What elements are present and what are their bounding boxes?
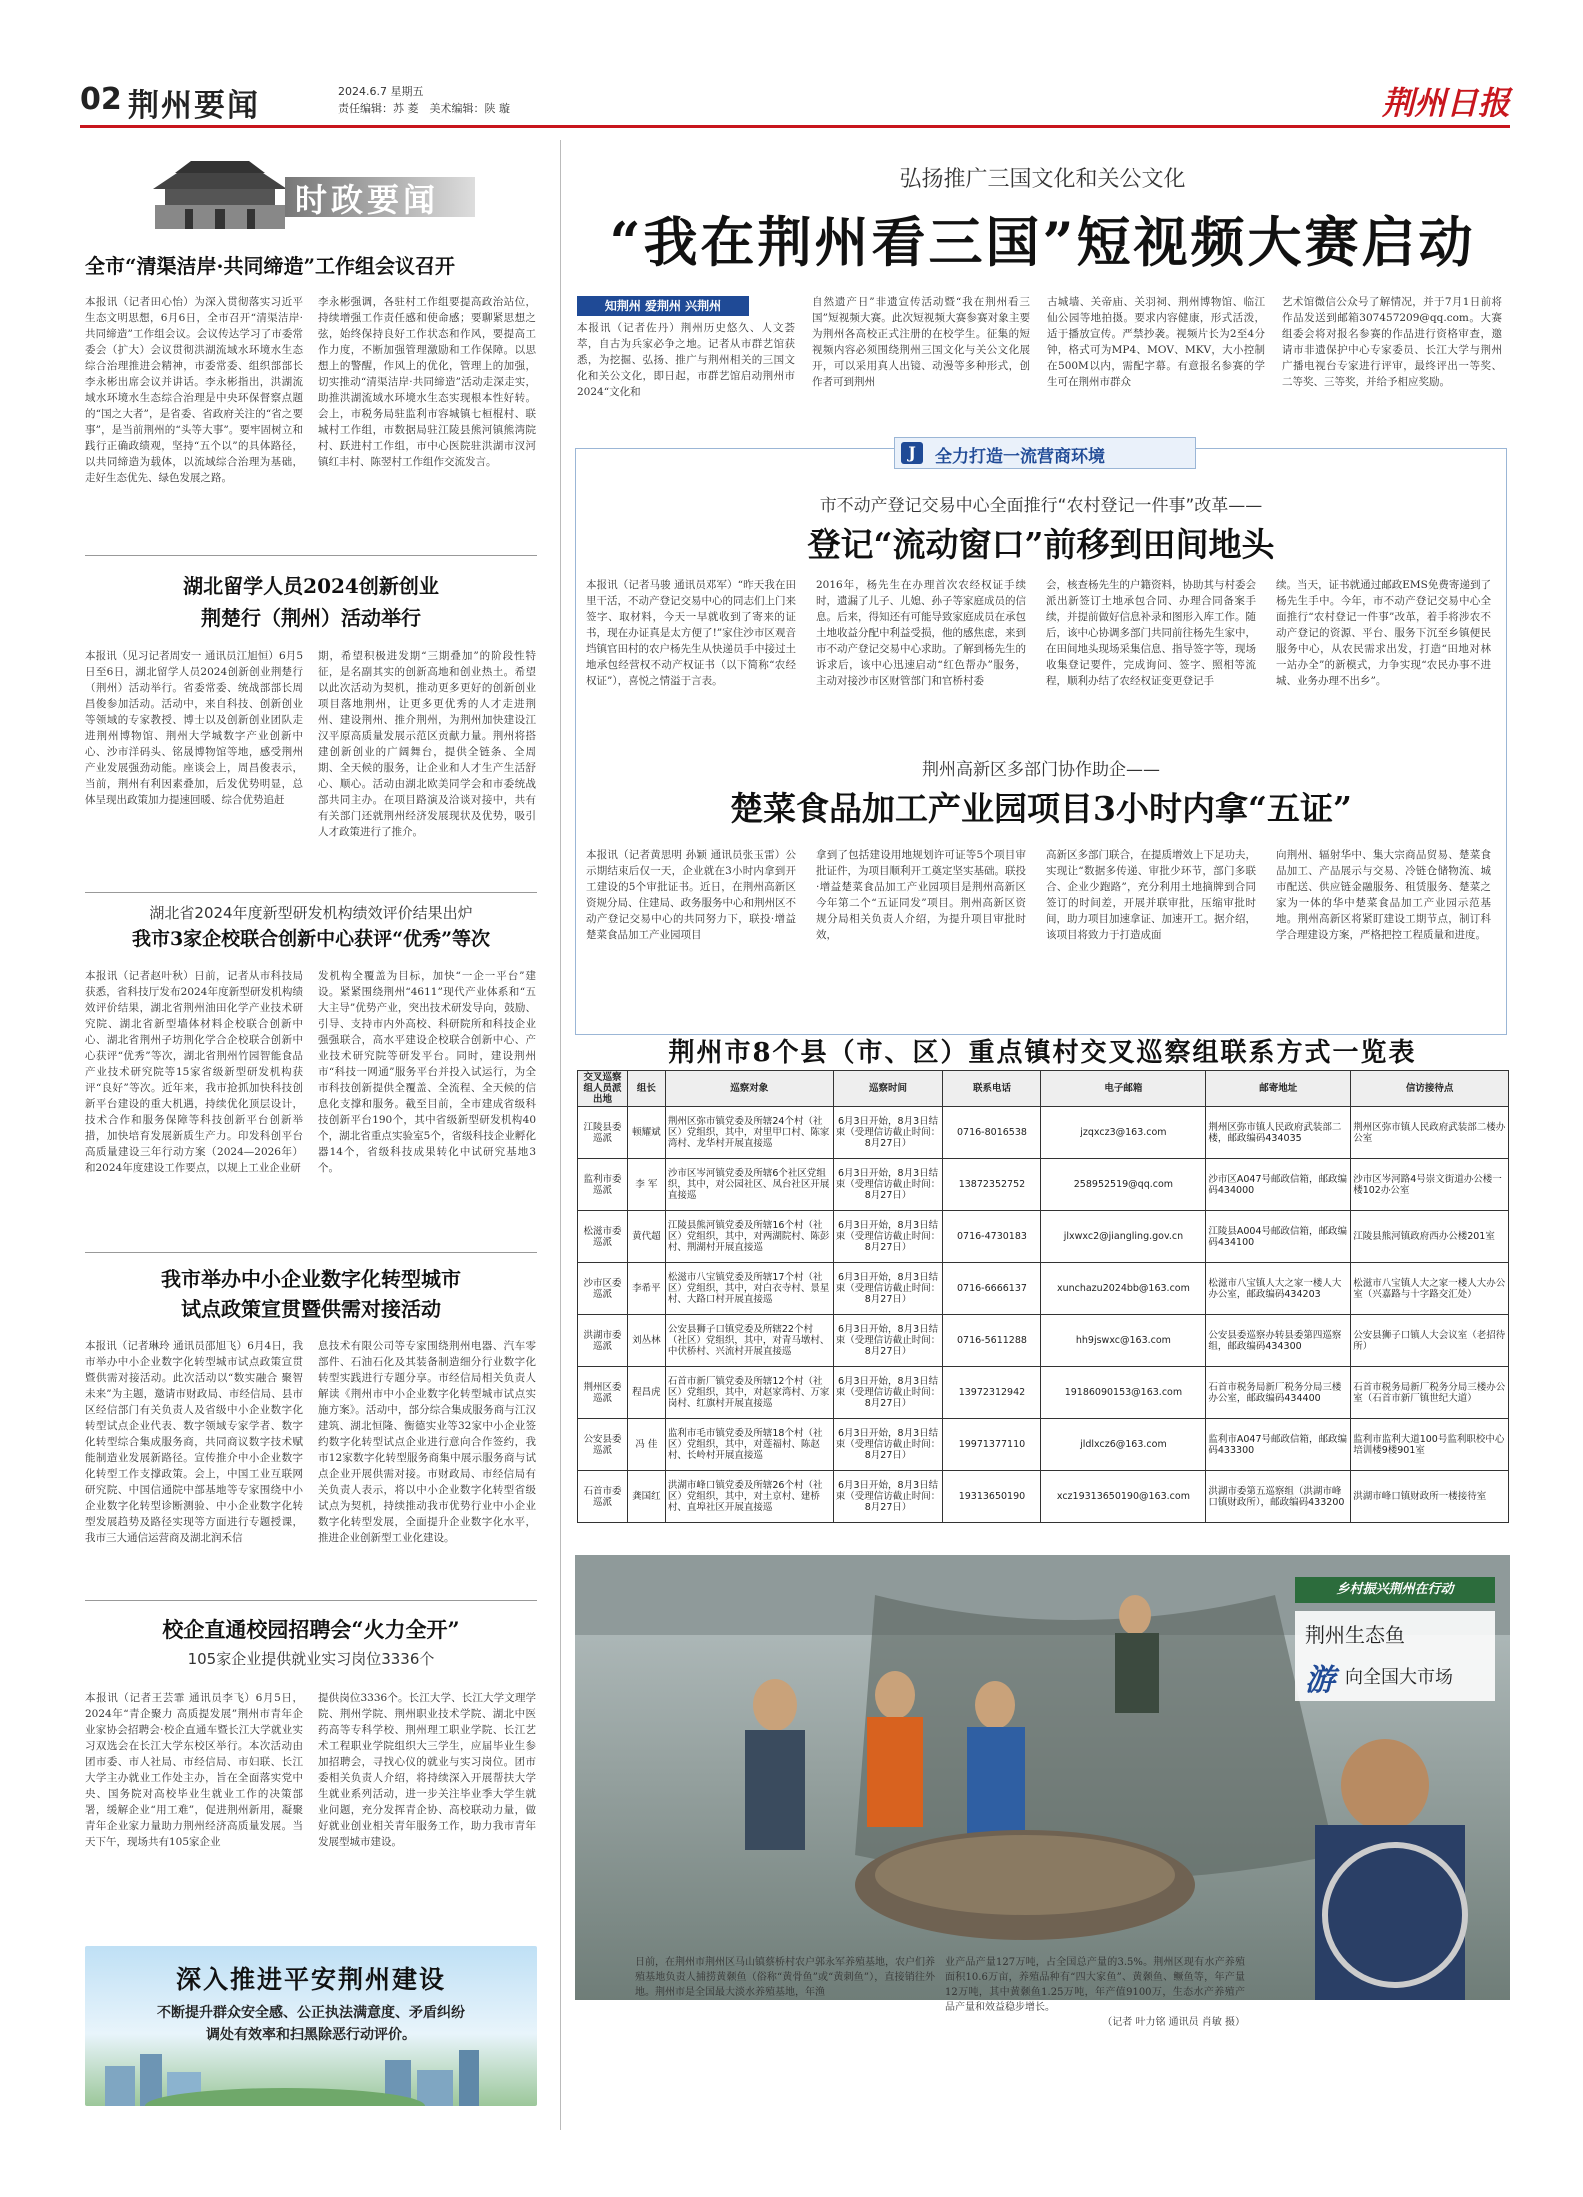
table-cell: 冯 佳	[627, 1419, 665, 1471]
section-banner-label: 时政要闻	[295, 181, 440, 219]
table-header-cell: 巡察时间	[833, 1071, 943, 1107]
table-cell: 程昌虎	[627, 1367, 665, 1419]
divider	[85, 1252, 537, 1253]
table-cell: 6月3日开始，8月3日结束（受理信访截止时间：8月27日）	[833, 1471, 943, 1523]
section-banner-text: 全力打造一流营商环境	[935, 447, 1105, 467]
tour-table-wrap	[577, 1070, 1509, 1523]
top-story-col4: 艺术馆微信公众号了解情况，并于7月1日前将作品发送到邮箱307457209@qq.com。大赛组委会将对报名参赛的作品进行资格审查，邀请市非遗保护中心专家委员、长江大学与荆州广播电视台专家进行评审，最终评出一等奖、二等奖、三等奖，并给予相应奖励。	[1282, 296, 1502, 388]
article-2-title-line1: 湖北留学人员2024创新创业	[183, 574, 439, 598]
newspaper-logo: 荆州日报	[1381, 84, 1510, 122]
article-5-subtitle: 105家企业提供就业实习岗位3336个	[187, 1650, 435, 1668]
table-cell: 沙市区岑河路4号崇文街道办公楼一楼102办公室	[1351, 1159, 1509, 1211]
photo-title-line2: 向全国大市场	[1345, 1667, 1453, 1688]
top-story-kicker: 弘扬推广三国文化和关公文化	[899, 167, 1186, 192]
table-cell: 松滋市八宝镇党委及所辖17个村（社区）党组织，其中，对白衣寺村、景星村、大路口村开展直接巡	[665, 1263, 833, 1315]
article-2-title	[85, 570, 537, 634]
page-header	[80, 78, 1510, 128]
article-4-col2: 息技术有限公司等专家围绕荆州电器、汽车零部件、石油石化及其装备制造细分行业数字化转型实践进行专题分享。市经信局相关负责人解读《荆州市中小企业数字化转型城市试点实施方案》。活动中，部分综合集成服务商与江汉建筑、湖北恒隆、衡德实业等32家中小企业签约数字化转型试点企业进行意向合作签约，我市12家数字化转型服务商集中展示服务商与试点企业开展供需对接。市财政局、市经信局有关负责人表示，将以中小企业数字化转型省级试点为契机，持续推动我市优势行业中小企业数字化转型发展，全面提升企业数字化水平，推进企业创新型工业化建设。	[318, 1340, 536, 1544]
table-header-cell: 巡察对象	[665, 1071, 833, 1107]
article-3-col2: 发机构全覆盖为目标，加快“一企一平台”建设。紧紧围绕荆州“4611”现代产业体系和“五大主导”优势产业，突出技术研发导向，鼓励、引导、支持市内外高校、科研院所和科技企业强强联合，高水平建设企校联合创新中心、产业技术研究院等研发平台。同时，建设荆州市“科技一网通”服务平台并投入试运行，为全市科技创新提供全覆盖、全流程、全天候的信息化支撑和服务。截至目前，全市建成省级科技创新平台190个，其中省级新型研发机构40个，湖北省重点实验室5个，省级科技企业孵化器14个，省级科技成果转化中试研究基地3个。	[318, 970, 536, 1174]
top-story-col2: 自然遗产日”非遗宣传活动暨“我在荆州看三国”短视频大赛。此次短视频大赛参赛对象主要为荆州各高校正式注册的在校学生。征集的短视频内容必须围绕荆州三国文化与关公文化展开，可以采用真人出镜、动漫等多种形式，创作者可到荆州	[812, 296, 1030, 388]
article-1-title: 全市“清渠洁岸·共同缔造”工作组会议召开	[85, 254, 455, 278]
article-1-col2: 李永彬强调，各驻村工作组要提高政治站位，持续增强工作责任感和使命感；要聊紧思想之弦，始终保持良好工作状态和作风，要提高工作力度，不断加强管理激励和工作保障。以思想上的警醒，作风上的优化，管理上的加强，切实推动“清渠洁岸·共同缔造”活动走深走实，助推洪湖流域水环境水生态实现根本性好转。会上，市税务局驻监利市容城镇七桓棍村、联城村工作组，市数据局驻江陵县熊河镇熊湾院村、跃进村工作组，市中心医院驻洪湖市汊河镇红丰村、陈翌村工作组作交流发言。	[318, 296, 536, 468]
pavilion-icon	[145, 155, 295, 233]
table-title: 荆州市8个县（市、区）重点镇村交叉巡察组联系方式一览表	[668, 1038, 1417, 1068]
table-cell: 沙市区委巡派	[578, 1263, 628, 1315]
table-cell: 公安县委巡察办转县委第四巡察组，邮政编码434300	[1206, 1315, 1351, 1367]
article-5-col1: 本报讯（记者王芸霏 通讯员李飞）6月5日，2024年“青企聚力 高质提发展”荆州市青年企业家协会招聘会·校企直通车暨长江大学就业实习双选会在长江大学东校区举行。本次活动由团市委、市人社局、市经信局、市妇联、长江大学主办就业工作处主办，旨在全面落实党中央、国务院对高校毕业生就业工作的决策部署，缓解企业“用工难”，促进荆州新用，凝聚青年企业家力量助力荆州经济高质量发展。当天下午，现场共有105家企业	[85, 1692, 303, 1848]
table-cell: 江陵县熊河镇政府西办公楼201室	[1351, 1211, 1509, 1263]
table-cell: 洪湖市峰口镇财政所一楼接待室	[1351, 1471, 1509, 1523]
photo-title-line1: 荆州生态鱼	[1305, 1623, 1405, 1647]
table-cell: 龚国红	[627, 1471, 665, 1523]
article-2-title-line2: 荆楚行（荆州）活动举行	[201, 606, 421, 630]
section-banner-box	[894, 437, 1196, 469]
s2-col3: 高新区多部门联合，在提质增效上下足功夫，实现让“数据多传递、审批少环节，部门多联合、企业少跑路”，充分利用土地摘牌到合同签订的时间差，开展并联审批，压缩审批时间，助力项目加速拿证、加速开工。据介绍，该项目将致力于打造成面	[1046, 849, 1256, 941]
article-4-title-line2: 试点政策宣贯暨供需对接活动	[181, 1297, 441, 1321]
table-header-cell: 组长	[627, 1071, 665, 1107]
s1-col3: 会，核查杨先生的户籍资料，协助其与村委会派出新签订土地承包合同、办理合同备案手续，并提前做好信息补录和图形入库工作。随后，该中心协调多部门共同前往杨先生家中，在田间地头现场采集信息、指导签字等，现场收集登记要件，完成询问、签字、照相等流程，顺利办结了农经权证变更登记手	[1046, 579, 1256, 687]
issue-date: 2024.6.7 星期五	[338, 85, 424, 98]
table-cell: 荆州区弥市镇人民政府武装部二楼办公室	[1351, 1107, 1509, 1159]
table-cell: 6月3日开始，8月3日结束（受理信访截止时间：8月27日）	[833, 1107, 943, 1159]
table-row	[578, 1107, 1509, 1159]
table-cell: 荆州区弥市镇人民政府武装部二楼，邮政编码434035	[1206, 1107, 1351, 1159]
table-cell: 0716-6666137	[943, 1263, 1041, 1315]
table-row	[578, 1315, 1509, 1367]
s2-title: 楚菜食品加工产业园项目3小时内拿“五证”	[730, 789, 1352, 828]
s1-col4: 续。当天，证书就通过邮政EMS免费寄递到了杨先生手中。今年，市不动产登记交易中心全面推行“农村登记一件事”改革，着手将涉农不动产登记的资源、平台、服务下沉至乡镇便民服务中心，从农民需求出发，打造“田地对林一站办全”的新模式，力争实现“农民办事不进城、业务办理不出乡”。	[1276, 579, 1491, 687]
table-cell: hh9jswxc@163.com	[1041, 1315, 1206, 1367]
table-cell: 6月3日开始，8月3日结束（受理信访截止时间：8月27日）	[833, 1211, 943, 1263]
table-cell: 松滋市委巡派	[578, 1211, 628, 1263]
table-cell: 黄代超	[627, 1211, 665, 1263]
table-cell: 监利市委巡派	[578, 1159, 628, 1211]
table-cell: 6月3日开始，8月3日结束（受理信访截止时间：8月27日）	[833, 1263, 943, 1315]
divider	[85, 1600, 537, 1601]
table-cell: 公安县狮子口镇党委及所辖22个村（社区）党组织，其中，对青马墩村、中伏桥村、兴流村开展直接巡	[665, 1315, 833, 1367]
s2-col2: 拿到了包括建设用地规划许可证等5个项目审批证件，为项目顺利开工奠定坚实基础。联投·增益楚菜食品加工产业园项目是荆州高新区今年第二个“五证同发”项目。荆州高新区资规分局相关负责人介绍，为提升项目审批时效，	[816, 849, 1026, 941]
promo-line-2: 调处有效率和扫黑除恶行动评价。	[206, 2027, 416, 2043]
table-cell: 沙市区岑河镇党委及所辖6个社区党组织，其中，对公园社区、凤台社区开展直接巡	[665, 1159, 833, 1211]
divider	[85, 555, 537, 556]
table-header-cell: 信访接待点	[1351, 1071, 1509, 1107]
article-3-col1: 本报讯（记者赵叶秋）日前，记者从市科技局获悉，省科技厅发布2024年度新型研发机构绩效评价结果，湖北省荆州油田化学产业技术研究院、湖北省新型墙体材料企校联合创新中心、湖北省荆州子坊荆化学合企校联合创新中心获评“优秀”等次，湖北省荆州竹园智能食品产业技术研究院等15家省级新型研发机构获评“良好”等次。近年来，我市抢抓加快科技创新平台建设的重大机遇，持续优化顶层设计，技术合作和服务保障等科技创新平台创新举措，加快培育发展新质生产力。印发科创平台高质量建设三年行动方案（2024—2026年）和2024年度建设工作要点，以规上工业企业研	[85, 970, 303, 1174]
s2-col4: 向荆州、辐射华中、集大宗商品贸易、楚菜食品加工、产品展示与交易、冷链仓储物流、城市配送、供应链金融服务、租赁服务、楚菜之家为一体的华中楚菜食品加工产业园示范基地。荆州高新区将紧盯建设工期节点，制订科学合理建设方案，严格把控工程质量和进度。	[1276, 849, 1491, 941]
table-cell: 19971377110	[943, 1419, 1041, 1471]
table-cell: 13972312942	[943, 1367, 1041, 1419]
article-1-col1: 本报讯（记者田心怡）为深入贯彻落实习近平生态文明思想，6月6日，全市召开“清渠洁岸·共同缔造”工作组会议。会议传达学习了市委常委会（扩大）会议贯彻洪湖流域水环境水生态综合治理推进会精神，市委常委、组织部部长李永彬出席会议并讲话。李永彬指出，洪湖流域水环境水生态综合治理是中央环保督察点题的“国之大者”，是省委、省政府关注的“省之要事”，是当前荆州的“头等大事”。要牢固树立和践行正确政绩观，坚持“五个以”的具体路径，以共同缔造为载体，以流域综合治理为基础，走好生态优先、绿色发展之路。	[85, 296, 303, 484]
table-cell: jlxwxc2@jiangling.gov.cn	[1041, 1211, 1206, 1263]
editor-credits: 责任编辑：苏 菱 美术编辑：陕 璇	[338, 102, 510, 115]
top-story-tag: 知荆州 爱荆州 兴荆州	[577, 296, 749, 316]
table-cell: 13872352752	[943, 1159, 1041, 1211]
table-cell: 监利市A047号邮政信箱，邮政编码433300	[1206, 1419, 1351, 1471]
table-cell: 监利市毛市镇党委及所辖18个村（社区）党组织，其中，对莲福村、陈赵村、长岭村开展直接巡	[665, 1419, 833, 1471]
table-cell: 0716-8016538	[943, 1107, 1041, 1159]
promo-line-1: 不断提升群众安全感、公正执法满意度、矛盾纠纷	[157, 2005, 465, 2021]
s1-col1: 本报讯（记者马骏 通讯员邓军）“昨天我在田里干活，不动产登记交易中心的同志们上门来签字、取材料，今天一早就收到了寄来的证书，现在办证真是太方便了!”家住沙市区观音垱镇官田村的农户杨先生从快递员手中接过土地承包经营权不动产权证书（以下简称“农经权证”），喜悦之情溢于言表。	[586, 579, 796, 687]
photo-title-box	[1295, 1611, 1495, 1701]
article-4-col1: 本报讯（记者琳玲 通讯员邵旭飞）6月4日，我市举办中小企业数字化转型城市试点政策宣贯暨供需对接活动。此次活动以“数实融合 聚智未来”为主题，邀请市财政局、市经信局、县市区经信部门有关负责人及省级中小企业数字化转型试点企业代表、数字领域专家学者、数字化转型综合集成服务商，共同商议数字技术赋能制造业发展新路径。宣传推介中小企业数字化转型工作支撑政策。会上，中国工业互联网研究院、中国信通院中部基地等专家围绕中小企业数字化转型诊断测验、中小企业数字化转型发展趋势及路径实现等方面进行专题授课，我市三大通信运营商及湖北润禾信	[85, 1340, 303, 1544]
table-cell: 洪湖市峰口镇党委及所辖26个村（社区）党组织，其中，对土京村、建桥村、直埠社区开展直接巡	[665, 1471, 833, 1523]
table-cell: 李希平	[627, 1263, 665, 1315]
section-title: 荆州要闻	[128, 88, 260, 124]
table-cell: 石首市税务局新厂税务分局三楼办公室，邮政编码434400	[1206, 1367, 1351, 1419]
table-cell: 6月3日开始，8月3日结束（受理信访截止时间：8月27日）	[833, 1367, 943, 1419]
article-2-col2: 期，希望积极进发期“三期叠加”的阶段性特征，是名副其实的创新高地和创业热土。希望以此次活动为契机，推动更多更好的创新创业项目落地荆州，让更多更优秀的人才走进荆州、建设荆州、推介荆州，为荆州加快建设江汉平原高质量发展示范区贡献力量。荆州将搭建创新创业的广阔舞台，提供全链条、全周期、全天候的服务，让企业和人才生产生活舒心、顺心。活动由湖北欧美同学会和市委统战部共同主办。在项目路演及洽谈对接中，共有有关部门还就荆州经济发展现状及优势，吸引人才政策进行了推介。	[318, 650, 536, 838]
photo-title-emphasis: 游	[1305, 1663, 1335, 1698]
table-cell: jldlxcz6@163.com	[1041, 1419, 1206, 1471]
table-cell: 松滋市八宝镇人大之家一楼人大办公室（兴嘉路与十字路交汇处）	[1351, 1263, 1509, 1315]
top-story-col3: 古城墙、关帝庙、关羽祠、荆州博物馆、临江仙公园等地拍摄。要求内容健康，形式活泼，适于播放宣传。严禁抄袭。视频片长为2至4分钟，格式可为MP4、MOV、MKV，大小控制在500M以内，需配字幕。有意报名参赛的学生可在荆州市群众	[1047, 296, 1265, 388]
promo-title: 深入推进平安荆州建设	[175, 1965, 446, 1994]
photo-caption-2: 业产品产量127万吨，占全国总产量的3.5%。荆州区现有水产养殖面积10.6万亩，养殖品种有“四大家鱼”、黄颡鱼、鳜鱼等，年产量12万吨，其中黄颡鱼1.25万吨，年产值9100万，生态水产养殖产品产量和效益稳步增长。	[945, 1957, 1245, 2013]
table-cell: 荆州区弥市镇党委及所辖24个村（社区）党组织，其中，对里甲口村、陈家湾村、龙华村开展直接巡	[665, 1107, 833, 1159]
photo-feature	[575, 1555, 1510, 2035]
table-cell: 0716-4730183	[943, 1211, 1041, 1263]
page-number: 02	[80, 82, 122, 117]
table-cell: 洪湖市委巡派	[578, 1315, 628, 1367]
safety-promo-panel	[85, 1946, 537, 2106]
table-cell: 6月3日开始，8月3日结束（受理信访截止时间：8月27日）	[833, 1315, 943, 1367]
table-header-cell: 联系电话	[943, 1071, 1041, 1107]
s1-kicker: 市不动产登记交易中心全面推行“农村登记一件事”改革——	[819, 496, 1263, 516]
table-cell: 顿耀斌	[627, 1107, 665, 1159]
table-cell: 石首市新厂镇党委及所辖12个村（社区）党组织，其中，对赵家湾村、万家岗村、红旗村开展直接巡	[665, 1367, 833, 1419]
s2-col1: 本报讯（记者黄思明 孙颖 通讯员张玉雷）公示期结束后仅一天，企业就在3小时内拿到开工建设的5个审批证书。近日，在荆州高新区资规分局、住建局、政务服务中心和荆州区不动产登记交易中心的共同努力下，联投·增益楚菜食品加工产业园项目	[586, 849, 796, 941]
header-rule	[80, 125, 1510, 128]
article-4-title-line1: 我市举办中小企业数字化转型城市	[161, 1267, 461, 1291]
s1-col2: 2016年，杨先生在办理首次农经权证手续时，遗漏了儿子、儿媳、孙子等家庭成员的信息。后来，得知还有可能导致家庭成员在承包土地收益分配中利益受损，他的感焦虑，来到市不动产登记交易中心求助。了解到杨先生的诉求后，该中心迅速启动“红色帮办”服务，主动对接沙市区财管部门和官桥村委	[816, 579, 1026, 687]
article-2-col1: 本报讯（见习记者周安一 通讯员江旭恒）6月5日至6日，湖北留学人员2024创新创业荆楚行（荆州）活动举行。省委常委、统战部部长周昌俊参加活动。活动中，来自科技、创新创业等领域的专家教授、博士以及创新创业团队走进荆州博物馆、荆州大学城数字产业创新中心、沙市洋码头、铭晟博物馆等地，感受荆州产业发展强劲动能。座谈会上，周昌俊表示，当前，荆州有利因素叠加，后发优势明显，总体呈现出政策加力提速回暖、综合优势追赶	[85, 650, 303, 806]
table-header-cell: 电子邮箱	[1041, 1071, 1206, 1107]
table-cell: 公安县狮子口镇人大会议室（老招待所）	[1351, 1315, 1509, 1367]
inspection-contact-table	[577, 1070, 1509, 1523]
photo-tag: 乡村振兴荆州在行动	[1295, 1577, 1495, 1603]
table-cell: jzqxcz3@163.com	[1041, 1107, 1206, 1159]
table-cell: 松滋市八宝镇人大之家一楼人大办公室，邮政编码434203	[1206, 1263, 1351, 1315]
table-header-cell: 交叉巡察组人员派出地	[578, 1071, 628, 1107]
photo-caption-1: 日前，在荆州市荆州区马山镇蔡桥村农户郭永军养殖基地，农户们养殖基地负责人捕捞黄颡鱼（俗称“黄骨鱼”或“黄刺鱼”），直接销往外地。荆州市是全国最大淡水养殖基地，年渔	[635, 1957, 935, 1998]
divider	[85, 892, 537, 893]
table-row	[578, 1159, 1509, 1211]
table-cell: 江陵县委巡派	[578, 1107, 628, 1159]
article-3-title: 我市3家企校联合创新中心获评“优秀”等次	[131, 928, 491, 950]
article-4-title	[85, 1264, 537, 1324]
top-story-headline: “我在荆州看三国”短视频大赛启动	[609, 210, 1476, 274]
article-5-col2: 提供岗位3336个。长江大学、长江大学文理学院、荆州学院、荆州职业技术学院、湖北中医药高等专科学校、荆州理工职业学院、长江艺术工程职业学院组织大三学生，应届毕业生参加招聘会，寻找心仪的就业与实习岗位。团市委相关负责人介绍，将持续深入开展帮扶大学生就业系列活动，进一步关注毕业季大学生就业问题，充分发挥青企协、高校联动力量，做好就业创业相关青年服务工作，助力我市青年发展型城市建设。	[318, 1692, 536, 1848]
table-row	[578, 1367, 1509, 1419]
table-cell: 沙市区A047号邮政信箱，邮政编码434000	[1206, 1159, 1351, 1211]
table-cell: xcz19313650190@163.com	[1041, 1471, 1206, 1523]
table-cell: 石首市委巡派	[578, 1471, 628, 1523]
table-cell: 石首市税务局新厂税务分局三楼办公室（石首市新厂镇世纪大道）	[1351, 1367, 1509, 1419]
business-env-section	[575, 443, 1507, 1035]
table-cell: 李 军	[627, 1159, 665, 1211]
table-row	[578, 1419, 1509, 1471]
table-cell: 6月3日开始，8月3日结束（受理信访截止时间：8月27日）	[833, 1159, 943, 1211]
table-row	[578, 1263, 1509, 1315]
table-cell: 公安县委巡派	[578, 1419, 628, 1471]
table-cell: 19313650190	[943, 1471, 1041, 1523]
table-cell: 刘丛林	[627, 1315, 665, 1367]
table-header-cell: 邮寄地址	[1206, 1071, 1351, 1107]
table-cell: 洪湖市委第五巡察组（洪湖市峰口镇财政所），邮政编码433200	[1206, 1471, 1351, 1523]
table-row	[578, 1471, 1509, 1523]
table-cell: xunchazu2024bb@163.com	[1041, 1263, 1206, 1315]
article-3-kicker: 湖北省2024年度新型研发机构绩效评价结果出炉	[149, 904, 473, 922]
s1-title: 登记“流动窗口”前移到田间地头	[807, 525, 1275, 564]
section-banner	[145, 155, 475, 233]
table-cell: 0716-5611288	[943, 1315, 1041, 1367]
table-cell: 19186090153@163.com	[1041, 1367, 1206, 1419]
column-divider	[560, 140, 561, 2130]
badge-icon: J	[901, 442, 923, 464]
table-cell: 江陵县熊河镇党委及所辖16个村（社区）党组织，其中，对两湖院村、陈彭村、荆湖村开展直接巡	[665, 1211, 833, 1263]
table-row	[578, 1211, 1509, 1263]
s2-kicker: 荆州高新区多部门协作助企——	[922, 760, 1160, 780]
table-cell: 6月3日开始，8月3日结束（受理信访截止时间：8月27日）	[833, 1419, 943, 1471]
table-cell: 江陵县A004号邮政信箱，邮政编码434100	[1206, 1211, 1351, 1263]
article-5-title: 校企直通校园招聘会“火力全开”	[162, 1617, 460, 1642]
city-skyline-icon	[85, 2046, 537, 2106]
table-cell: 258952519@qq.com	[1041, 1159, 1206, 1211]
photo-credit: （记者 叶力铭 通讯员 肖敏 摄）	[1102, 2017, 1245, 2028]
top-story-col1: 本报讯（记者佐丹）荆州历史悠久、人文荟萃，自古为兵家必争之地。记者从市群艺馆获悉，为挖掘、弘扬、推广与荆州相关的三国文化和关公文化，即日起，市群艺馆启动荆州市2024“文化和	[577, 322, 795, 398]
table-cell: 监利市监利大道100号监利职校中心培训楼9楼901室	[1351, 1419, 1509, 1471]
table-cell: 荆州区委巡派	[578, 1367, 628, 1419]
